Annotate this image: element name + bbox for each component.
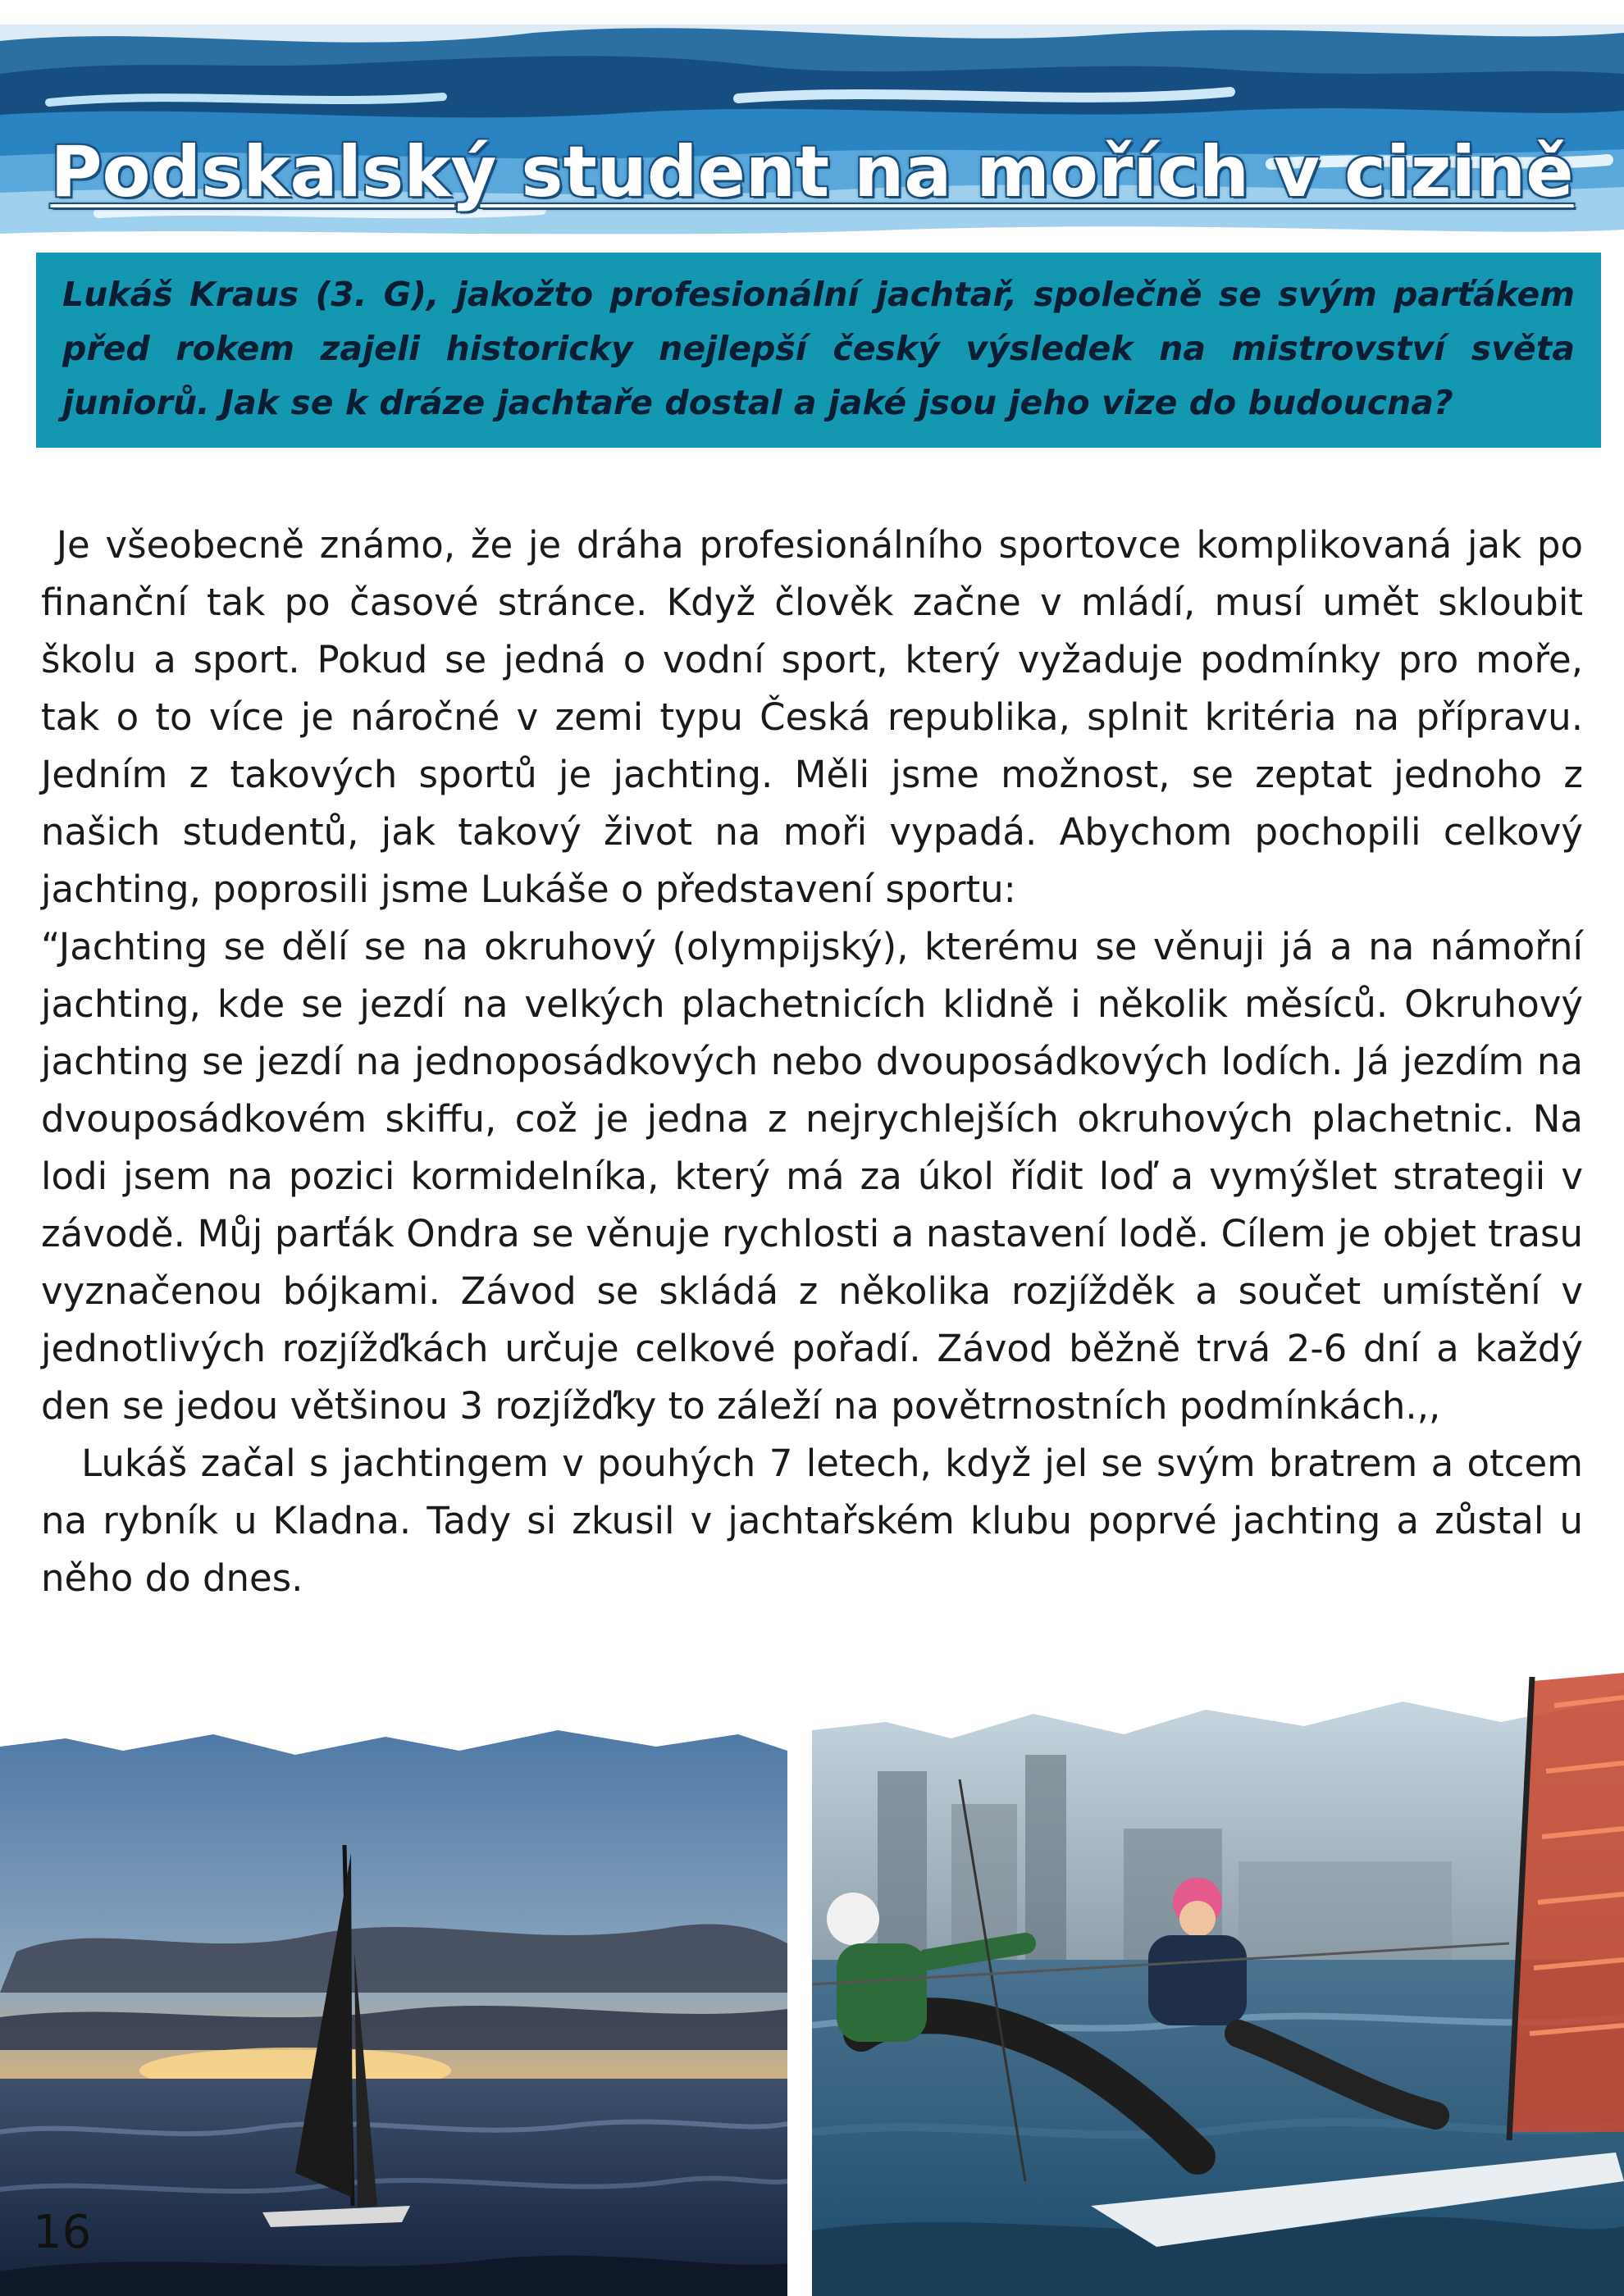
- lead-text: Lukáš Kraus (3. G), jakožto profesionální jachtař, společně se svým parťákem před rokem zajeli historicky nejlepší český výsledek na mistrovství světa juniorů. Jak se k dráze jachtaře dostal a jaké jsou jeho vize do budoucna?: [62, 275, 1575, 422]
- article-paragraph-1: Je všeobecně známo, že je dráha profesionálního sportovce komplikovaná jak po finanční tak po časové stránce. Když člověk začne v mládí, musí umět skloubit školu a sport. Pokud se jedná o vodní sport, který vyžaduje podmínky pro moře, tak o to více je náročné v zemi typu Česká republika, splnit kritéria na přípravu. Jedním z takových sportů je jachting. Měli jsme možnost, se zeptat jednoho z našich studentů, jak takový život na moři vypadá. Abychom pochopili celkový jachting, poprosili jsme Lukáše o představení sportu:: [41, 523, 1583, 911]
- page-title: Podskalský student na mořích v cizině: [50, 131, 1574, 213]
- racing-skiff-photo: [812, 1673, 1624, 2296]
- article-paragraph-3: Lukáš začal s jachtingem v pouhých 7 letech, když jel se svým bratrem a otcem na rybník u Kladna. Tady si zkusil v jachtařském klubu poprvé jachting a zůstal u něho do dnes.: [41, 1442, 1583, 1600]
- article-paragraph-2: “Jachting se dělí se na okruhový (olympijský), kterému se věnuji já a na námořní jachting, kde se jezdí na velkých plachetnicích klidně i několik měsíců. Okruhový jachting se jezdí na jednoposádkových nebo dvouposádkových lodích. Já jezdím na dvouposádkovém skiffu, což je jedna z nejrychlejších okruhových plachetnic. Na lodi jsem na pozici kormidelníka, který má za úkol řídit loď a vymýšlet strategii v závodě. Můj parťák Ondra se věnuje rychlosti a nastavení lodě. Cílem je objet trasu vyznačenou bójkami. Závod se skládá z několika rozjížděk a součet umístění v jednotlivých rozjížďkách určuje celkové pořadí. Závod běžně trvá 2-6 dní a každý den se jedou většinou 3 rozjížďky to záleží na povětrnostních podmínkách.,,: [41, 925, 1583, 1428]
- article-body: [41, 517, 1583, 1607]
- title-banner: [0, 25, 1624, 254]
- page-number: 16: [33, 2206, 92, 2259]
- lead-box: [36, 253, 1601, 448]
- sunset-sailing-photo: [0, 1706, 787, 2296]
